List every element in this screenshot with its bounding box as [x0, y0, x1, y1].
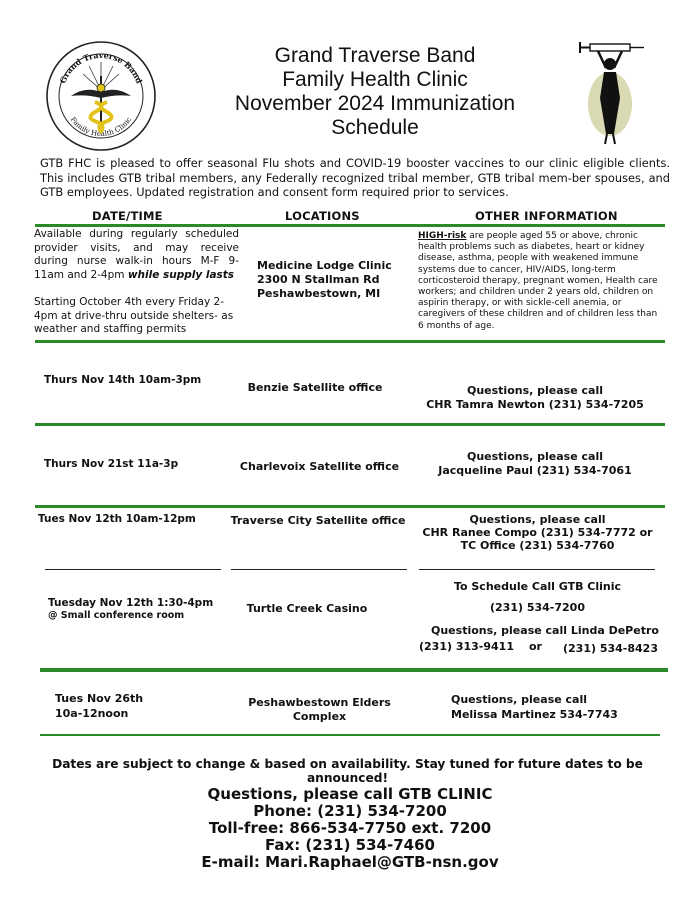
- row5-info-phone-b: (231) 534-8423: [563, 642, 658, 655]
- row4-rule-info: [419, 569, 655, 570]
- row3-rule: [35, 505, 665, 508]
- contact-toll-free: Toll-free: 866-534-7750 ext. 7200: [208, 819, 492, 837]
- contact-questions: Questions, please call GTB CLINIC: [207, 785, 493, 803]
- row6-date: [55, 691, 225, 721]
- header-rule: [35, 224, 665, 227]
- row6-info-line1: Questions, please call: [451, 693, 588, 706]
- title-line-1: Grand Traverse Band: [274, 44, 476, 67]
- header-other-information: OTHER INFORMATION: [475, 209, 618, 223]
- contact-email[interactable]: E-mail: Mari.Raphael@GTB-nsn.gov: [201, 853, 499, 871]
- contact-block: [150, 786, 550, 871]
- row6-location: Peshawbestown Elders Complex: [248, 696, 391, 723]
- row5-info-phone-a: (231) 313-9411: [419, 640, 514, 653]
- row2-info-line1: Questions, please call: [466, 384, 603, 397]
- contact-phone: Phone: (231) 534-7200: [253, 802, 447, 820]
- row3-info-line1: Questions, please call: [466, 450, 603, 463]
- row6-date-line1: Tues Nov 26th: [55, 692, 144, 705]
- row2-info-line2: CHR Tamra Newton (231) 534-7205: [426, 398, 644, 411]
- logo-ring-top: Grand Traverse Band: [57, 49, 145, 85]
- row5-info-schedule: To Schedule Call GTB Clinic: [453, 580, 622, 593]
- high-risk-description: are people aged 55 or above, chronic health problems such as diabetes, heart or kidney disease, asthma, people with weakened immune systems due to cancer, HIV/AIDS, long-term corticosteroid therapy, pregnant women, Health care workers; and children under 2 years old, children on aspirin therapy, or with sickle-cell anemia, or caregivers of these children and of children less than 6 months of age.: [418, 231, 658, 331]
- title-line-2: Family Health Clinic: [282, 68, 468, 91]
- row3-info-line2: Jacqueline Paul (231) 534-7061: [438, 464, 632, 477]
- row4-rule-date: [45, 569, 221, 570]
- row4-info: [420, 513, 655, 552]
- row1-location-street: 2300 N Stallman Rd: [257, 273, 380, 286]
- row1-info: [418, 231, 660, 332]
- row3-location: Charlevoix Satellite office: [239, 460, 400, 473]
- row6-info: [451, 692, 661, 722]
- row5-date-line1: Tuesday Nov 12th 1:30-4pm: [48, 597, 214, 609]
- row5-date: [48, 597, 238, 622]
- title-line-3: November 2024 Immunization: [234, 92, 516, 115]
- header-locations: LOCATIONS: [285, 209, 360, 223]
- row4-location: Traverse City Satellite office: [230, 514, 406, 527]
- row4-date: Tues Nov 12th 10am-12pm: [38, 513, 196, 525]
- row2-info: [420, 384, 650, 412]
- availability-note: Dates are subject to change & based on availability. Stay tuned for future dates to be announced!: [52, 757, 643, 785]
- row1-date-hours: Available during regularly scheduled provider visits, and may receive during nurse walk-in hours M-F 9-11am and 2-4pm: [34, 228, 239, 281]
- caduceus-seal-icon: [45, 40, 157, 152]
- header-date-time: DATE/TIME: [92, 209, 163, 223]
- row6-date-line2: 10a-12noon: [55, 707, 129, 720]
- row5-info-phone: (231) 534-7200: [490, 601, 585, 614]
- nurse-illustration: [578, 38, 646, 146]
- contact-fax: Fax: (231) 534-7460: [265, 836, 435, 854]
- row4-info-line1: Questions, please call: [469, 513, 606, 526]
- title-line-4: Schedule: [331, 116, 419, 139]
- logo-ring-bottom: Family Health Clinic: [68, 115, 134, 139]
- row5-info-or: or: [529, 640, 542, 653]
- row6-rule: [40, 734, 660, 736]
- row1-date-supply: while supply lasts: [127, 268, 235, 281]
- row6-info-line2: Melissa Martinez 534-7743: [451, 708, 618, 721]
- row4-rule-location: [231, 569, 407, 570]
- row4-info-line2: CHR Ranee Compo (231) 534-7772 or: [422, 526, 653, 539]
- row1-location-name: Medicine Lodge Clinic: [257, 259, 392, 272]
- clinic-logo: [45, 40, 157, 152]
- row2-rule: [35, 423, 665, 426]
- row1-location-city: Peshawbestown, MI: [257, 287, 381, 300]
- row5-info-questions: Questions, please call Linda DePetro: [431, 624, 659, 637]
- row2-location: Benzie Satellite office: [247, 381, 383, 394]
- row5-rule: [40, 668, 668, 672]
- page-title: [205, 44, 545, 140]
- row5-location: Turtle Creek Casino: [246, 602, 368, 615]
- row1-date: [34, 228, 239, 282]
- high-risk-label: HIGH-risk: [418, 231, 467, 241]
- nurse-with-syringe-icon: [578, 38, 646, 146]
- row5-date-line2: @ Small conference room: [48, 609, 185, 621]
- row3-date: Thurs Nov 21st 11a-3p: [44, 458, 179, 470]
- row1-date-drive-thru: Starting October 4th every Friday 2-4pm at drive-thru outside shelters- as weather and staffing permits: [34, 296, 234, 335]
- row2-date: Thurs Nov 14th 10am-3pm: [44, 374, 202, 386]
- row3-info: [420, 450, 650, 478]
- intro-paragraph: GTB FHC is pleased to offer seasonal Flu shots and COVID-19 booster vaccines to our clinic eligible clients. This includes GTB tribal members, any Federally recognized tribal member, GTB tribal mem-ber spouses, and GTB employees. Updated registration and consent form required prior to services.: [40, 156, 670, 199]
- row1-rule: [35, 340, 665, 343]
- row4-info-line3: TC Office (231) 534-7760: [460, 539, 615, 552]
- row1-location: [257, 259, 417, 301]
